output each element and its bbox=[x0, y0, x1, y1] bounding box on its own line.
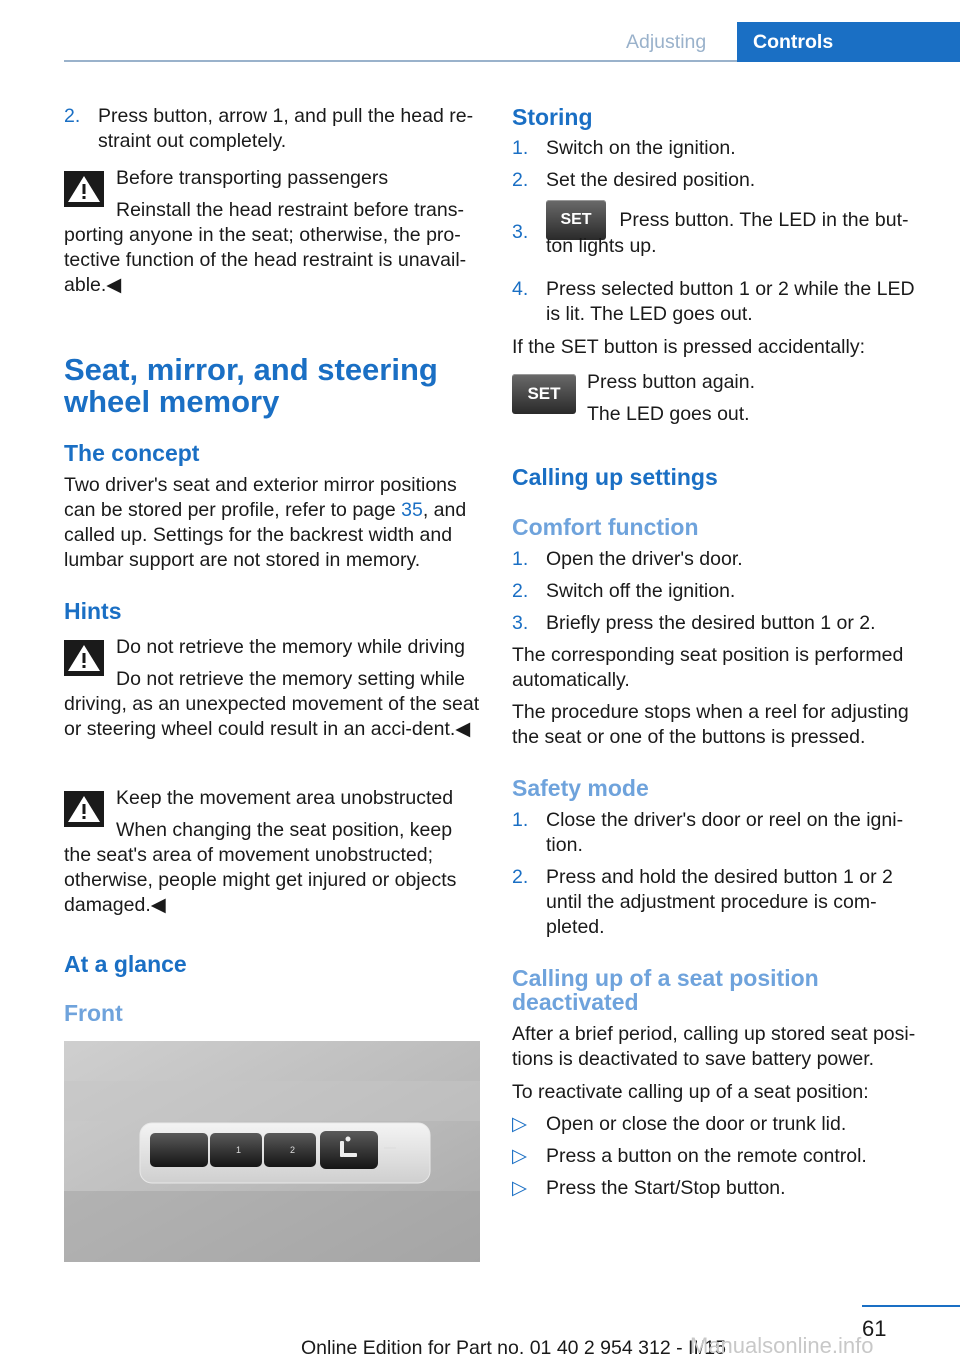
step-text: Set the desired position. bbox=[546, 169, 756, 191]
led-out-text: The LED goes out. bbox=[587, 403, 750, 425]
watermark: Manualsonline.info bbox=[690, 1333, 874, 1358]
step-number: 2. bbox=[512, 866, 529, 888]
tab-adjusting[interactable]: Adjusting bbox=[626, 31, 707, 53]
step-text: Press selected button 1 or 2 while the LED is lit. The LED goes out. bbox=[546, 278, 915, 325]
warning-body: the seat's area of movement unobstructed; otherwise, people might get injured or objects damaged.◀ bbox=[64, 844, 457, 916]
list-item bbox=[512, 277, 928, 327]
warning-title: Before transporting passengers bbox=[116, 167, 389, 189]
concept-heading: The concept bbox=[64, 440, 200, 466]
warning-body-first: Do not retrieve the memory setting while bbox=[116, 668, 465, 690]
warning-icon bbox=[64, 640, 104, 676]
button-2-label: 2 bbox=[290, 1145, 296, 1155]
step-text: Briefly press the desired button 1 or 2. bbox=[546, 612, 876, 634]
concept-text-end: , and called up. Settings for the backrest width and lumbar support are not stored in memory. bbox=[64, 499, 467, 571]
memory-buttons-photo bbox=[64, 1041, 480, 1262]
concept-text: Two driver's seat and exterior mirror positions can be stored per profile, refer to page bbox=[64, 474, 457, 521]
concept-paragraph bbox=[64, 473, 480, 573]
step-text: Open the driver's door. bbox=[546, 548, 743, 570]
step-number: 2. bbox=[64, 105, 81, 127]
comfort-paragraph: The corresponding seat position is performed automatically. bbox=[512, 644, 904, 691]
step-text: Press button. The LED in the but‐ bbox=[619, 208, 909, 231]
page-link[interactable]: 35 bbox=[401, 499, 423, 521]
page-number: 61 bbox=[862, 1316, 887, 1341]
warning-body: porting anyone in the seat; otherwise, the pro‐tective function of the head restraint is unavail‐able.◀ bbox=[64, 224, 467, 296]
step-text: Switch on the ignition. bbox=[546, 137, 736, 159]
step-text-block bbox=[546, 200, 928, 259]
bullet-text: Press a button on the remote control. bbox=[546, 1145, 867, 1167]
warning-block bbox=[64, 786, 480, 918]
step-number: 1. bbox=[512, 548, 529, 570]
list-item bbox=[512, 547, 928, 572]
step-text: Press button, arrow 1, and pull the head restraint out completely. bbox=[98, 105, 474, 152]
warning-body-first: Reinstall the head restraint before trans‐ bbox=[116, 199, 464, 221]
bullet-icon: ▷ bbox=[512, 1145, 527, 1167]
warning-icon bbox=[64, 171, 104, 207]
step-number: 3. bbox=[512, 612, 529, 634]
step-number: 1. bbox=[512, 809, 529, 831]
warning-title: Do not retrieve the memory while driving bbox=[116, 636, 465, 658]
list-item bbox=[512, 168, 928, 193]
step-number: 2. bbox=[512, 169, 529, 191]
step-text: Press and hold the desired button 1 or 2 until the adjustment procedure is com‐pleted. bbox=[546, 866, 893, 938]
hints-heading: Hints bbox=[64, 598, 122, 624]
bullet-item bbox=[512, 1144, 928, 1169]
deactivated-heading: Calling up of a seat position deactivated bbox=[512, 965, 819, 1015]
list-item bbox=[64, 104, 480, 154]
comfort-heading: Comfort function bbox=[512, 514, 699, 540]
safety-heading: Safety mode bbox=[512, 775, 649, 801]
bullet-icon: ▷ bbox=[512, 1177, 527, 1199]
list-item bbox=[512, 200, 928, 259]
warning-block bbox=[64, 635, 480, 742]
warning-body-first: When changing the seat position, keep bbox=[116, 819, 453, 841]
step-text-cont: ton lights up. bbox=[546, 235, 657, 257]
list-item bbox=[512, 136, 928, 161]
comfort-paragraph: The procedure stops when a reel for adjusting the seat or one of the buttons is pressed. bbox=[512, 701, 909, 748]
bullet-icon: ▷ bbox=[512, 1113, 527, 1135]
list-item bbox=[512, 808, 928, 858]
step-number: 4. bbox=[512, 278, 529, 300]
storing-heading: Storing bbox=[512, 104, 593, 130]
bullet-text: Open or close the door or trunk lid. bbox=[546, 1113, 847, 1135]
list-item bbox=[512, 579, 928, 604]
step-text: Switch off the ignition. bbox=[546, 580, 736, 602]
press-again-text: Press button again. bbox=[587, 371, 756, 393]
button-1-label: 1 bbox=[236, 1145, 242, 1155]
step-number: 1. bbox=[512, 137, 529, 159]
set-button-icon: SET bbox=[512, 374, 576, 414]
warning-block bbox=[64, 166, 480, 298]
warning-title: Keep the movement area unobstructed bbox=[116, 787, 454, 809]
edition-text: Online Edition for Part no. 01 40 2 954 312 - II/15 bbox=[301, 1337, 726, 1359]
bullet-item bbox=[512, 1112, 928, 1137]
step-text: Close the driver's door or reel on the igni‐tion. bbox=[546, 809, 904, 856]
list-item bbox=[512, 865, 928, 940]
bullet-text: Press the Start/Stop button. bbox=[546, 1177, 786, 1199]
set-button-icon: SET bbox=[546, 200, 606, 240]
list-item bbox=[512, 611, 928, 636]
step-number: 3. bbox=[512, 221, 529, 243]
warning-body: driving, as an unexpected movement of the seat or steering wheel could result in an acci‐dent.◀ bbox=[64, 693, 480, 740]
accident-text: If the SET button is pressed accidentally: bbox=[512, 336, 865, 358]
step-number: 2. bbox=[512, 580, 529, 602]
tab-controls[interactable]: Controls bbox=[737, 22, 960, 62]
deactivated-paragraph: To reactivate calling up of a seat position: bbox=[512, 1081, 869, 1103]
bullet-item bbox=[512, 1176, 928, 1201]
calling-heading: Calling up settings bbox=[512, 464, 718, 490]
section-title: Seat, mirror, and steering wheel memory bbox=[64, 352, 438, 419]
page-header bbox=[0, 0, 960, 62]
footer-divider bbox=[862, 1305, 960, 1307]
warning-icon bbox=[64, 791, 104, 827]
front-heading: Front bbox=[64, 1000, 123, 1026]
header-divider bbox=[64, 60, 737, 62]
glance-heading: At a glance bbox=[64, 951, 187, 977]
deactivated-paragraph: After a brief period, calling up stored seat posi‐tions is deactivated to save battery power. bbox=[512, 1023, 916, 1070]
